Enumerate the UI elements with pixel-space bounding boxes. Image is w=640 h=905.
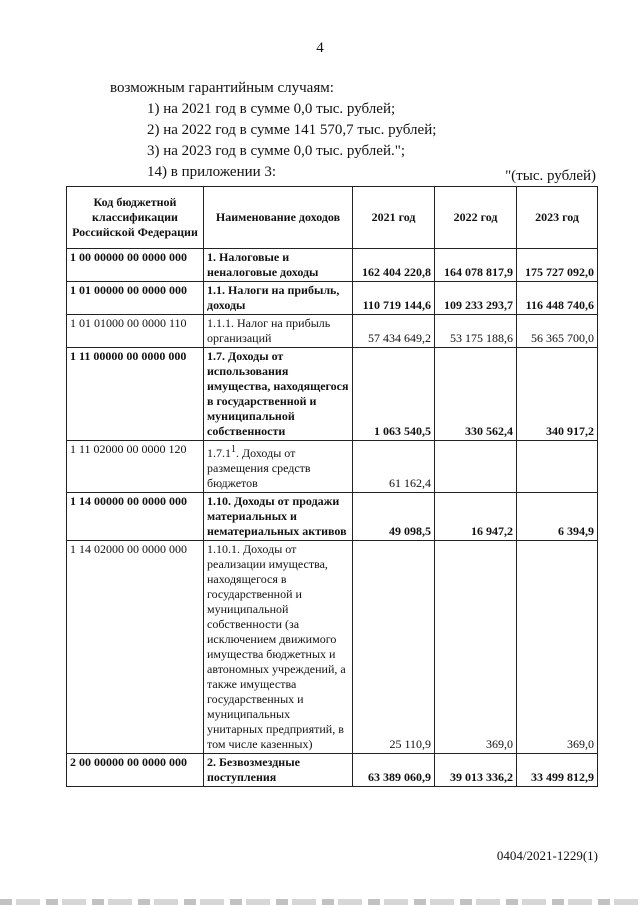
table-row (67, 441, 598, 493)
row-value-2021: 110 719 144,6 (353, 282, 435, 315)
header-2021: 2021 год (353, 187, 435, 249)
row-name: 1.10. Доходы от продажи материальных и нематериальных активов (204, 493, 353, 541)
header-name: Наименование доходов (204, 187, 353, 249)
row-value-2023 (517, 441, 598, 493)
row-value-2022: 16 947,2 (435, 493, 517, 541)
table-row (67, 348, 598, 441)
row-value-2022: 53 175 188,6 (435, 315, 517, 348)
table-row (67, 754, 598, 787)
row-value-2023: 340 917,2 (517, 348, 598, 441)
row-value-2021: 63 389 060,9 (353, 754, 435, 787)
row-value-2022: 330 562,4 (435, 348, 517, 441)
intro-line: 1) на 2021 год в сумме 0,0 тыс. рублей; (147, 101, 396, 117)
row-code: 1 14 02000 00 0000 000 (67, 541, 204, 754)
table-row (67, 315, 598, 348)
row-name: 1.7. Доходы от использования имущества, находящегося в государственной и муниципальной собственности (204, 348, 353, 441)
row-value-2023: 369,0 (517, 541, 598, 754)
row-code: 1 01 01000 00 0000 110 (67, 315, 204, 348)
unit-label: "(тыс. рублей) (505, 168, 596, 184)
row-code: 1 14 00000 00 0000 000 (67, 493, 204, 541)
row-value-2022: 109 233 293,7 (435, 282, 517, 315)
row-name-superscript: 1 (231, 444, 236, 455)
document-code: 0404/2021-1229(1) (496, 848, 598, 863)
row-name-text: . Доходы от размещения средств бюджетов (207, 446, 311, 490)
table-row (67, 493, 598, 541)
row-name (204, 441, 353, 493)
table-row (67, 541, 598, 754)
intro-line: 2) на 2022 год в сумме 141 570,7 тыс. рублей; (147, 122, 437, 138)
page-number: 4 (316, 40, 324, 56)
row-name: 1.10.1. Доходы от реализации имущества, находящегося в государственной и муниципальной собственности (за исключением движимого имущества бюджетных и автономных учреждений, а также имущества государственных и муниципальных унитарных предприятий, в том числе казенных) (204, 541, 353, 754)
row-code: 1 01 00000 00 0000 000 (67, 282, 204, 315)
intro-line: 14) в приложении 3: (147, 164, 277, 180)
row-name-number: 1.7.1 (207, 446, 231, 460)
table-row (67, 249, 598, 282)
row-value-2021: 25 110,9 (353, 541, 435, 754)
row-value-2022: 39 013 336,2 (435, 754, 517, 787)
header-code: Код бюджетной классификации Российской Федерации (67, 187, 204, 249)
row-value-2023: 56 365 700,0 (517, 315, 598, 348)
row-value-2021: 57 434 649,2 (353, 315, 435, 348)
row-name: 1. Налоговые и неналоговые доходы (204, 249, 353, 282)
row-value-2022 (435, 441, 517, 493)
row-value-2023: 6 394,9 (517, 493, 598, 541)
row-value-2022: 164 078 817,9 (435, 249, 517, 282)
row-value-2023: 175 727 092,0 (517, 249, 598, 282)
row-code: 1 00 00000 00 0000 000 (67, 249, 204, 282)
intro-line: возможным гарантийным случаям: (110, 80, 334, 96)
row-code: 2 00 00000 00 0000 000 (67, 754, 204, 787)
table-header-row (67, 187, 598, 249)
row-name: 1.1. Налоги на прибыль, доходы (204, 282, 353, 315)
row-code: 1 11 02000 00 0000 120 (67, 441, 204, 493)
row-code: 1 11 00000 00 0000 000 (67, 348, 204, 441)
scan-edge-artifact (0, 899, 640, 905)
row-name: 1.1.1. Налог на прибыль организаций (204, 315, 353, 348)
intro-line: 3) на 2023 год в сумме 0,0 тыс. рублей."; (147, 143, 406, 159)
row-value-2021: 162 404 220,8 (353, 249, 435, 282)
row-name: 2. Безвозмездные поступления (204, 754, 353, 787)
row-value-2021: 1 063 540,5 (353, 348, 435, 441)
row-value-2023: 33 499 812,9 (517, 754, 598, 787)
row-value-2021: 61 162,4 (353, 441, 435, 493)
header-2023: 2023 год (517, 187, 598, 249)
header-2022: 2022 год (435, 187, 517, 249)
row-value-2023: 116 448 740,6 (517, 282, 598, 315)
row-value-2021: 49 098,5 (353, 493, 435, 541)
table-row (67, 282, 598, 315)
revenue-table (66, 186, 598, 787)
row-value-2022: 369,0 (435, 541, 517, 754)
